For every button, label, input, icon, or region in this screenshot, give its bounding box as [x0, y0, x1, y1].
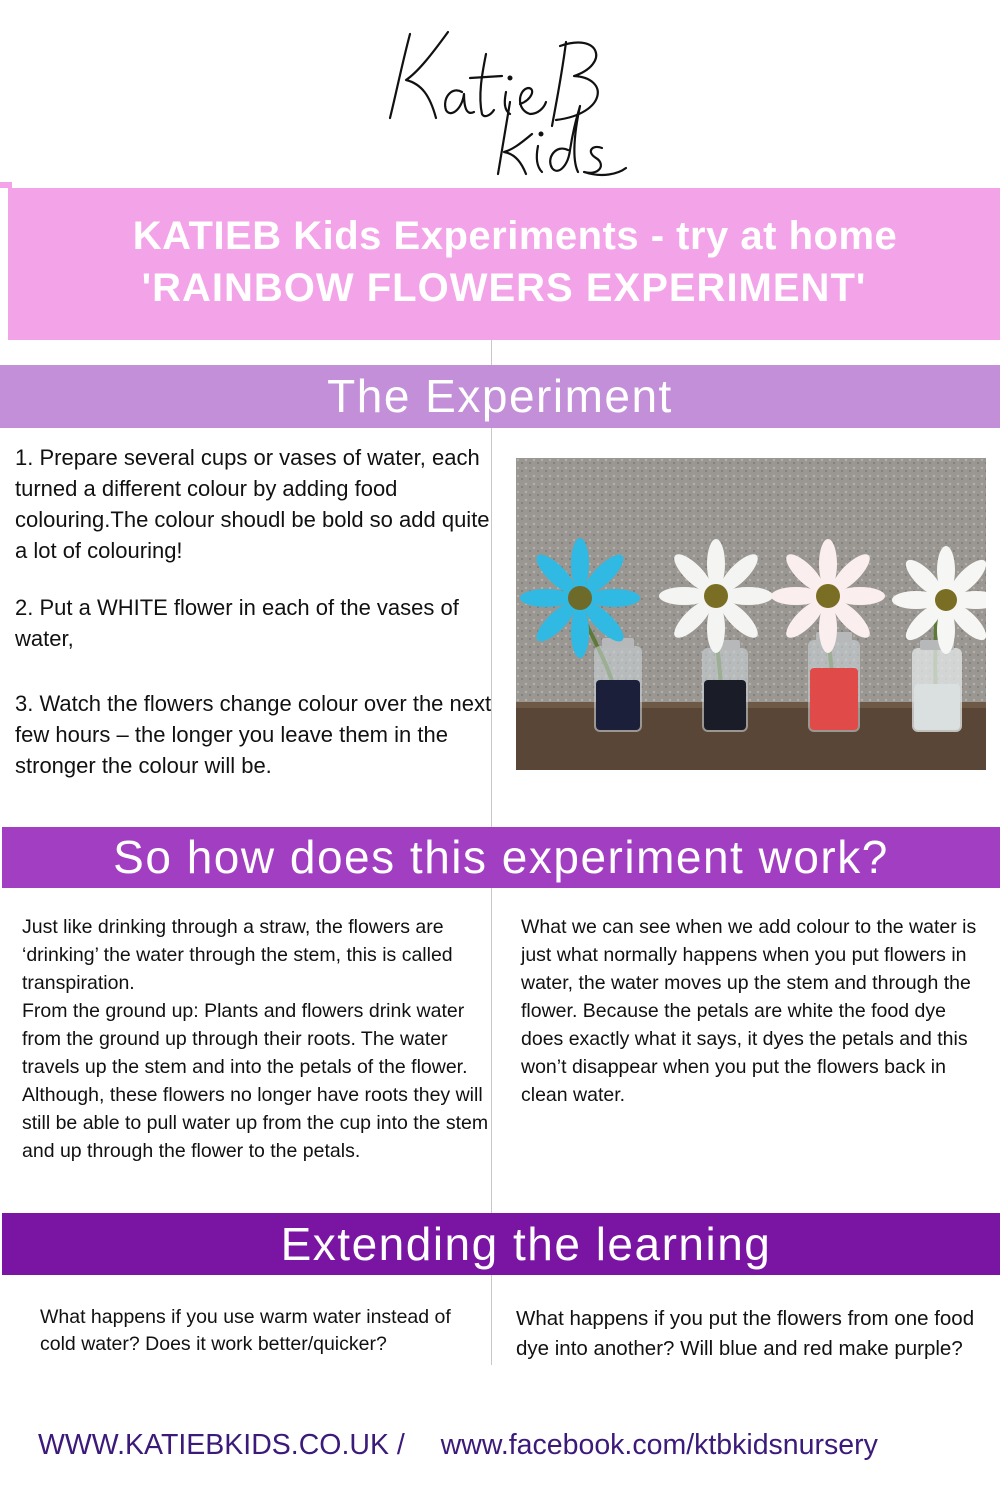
website-link[interactable]: WWW.KATIEBKIDS.CO.UK /: [38, 1429, 405, 1461]
title-banner: [8, 188, 1000, 340]
section-heading-how: So how does this experiment work?: [2, 827, 1000, 888]
step-3-text: 3. Watch the flowers change colour over the next few hours – the longer you leave them in the stronger the colour will be.: [15, 691, 492, 778]
column-divider: [491, 1275, 492, 1365]
title-line-1: KATIEB Kids Experiments - try at home: [132, 214, 898, 258]
how-left-paragraph-2: From the ground up: Plants and flowers drink water from the ground up through their roots. The water travels up the stem and into the petals of the flower. Although, these flowers no longer have roots they will still be able to pull water up from the cup into the stem and up through the flower to the petals.: [22, 1000, 489, 1162]
how-left-paragraph-1: Just like drinking through a straw, the flowers are ‘drinking’ the water through the stem, this is called transpiration.: [22, 916, 453, 994]
step-2-text: 2. Put a WHITE flower in each of the vases of water,: [15, 595, 459, 651]
title-line-2: 'RAINBOW FLOWERS EXPERIMENT': [141, 266, 867, 310]
section-heading-extending: Extending the learning: [2, 1213, 1000, 1275]
flowers-in-vases-photo: [516, 458, 986, 770]
katieb-kids-logo: [0, 14, 1000, 184]
column-divider: [491, 340, 492, 365]
banner-corner-tab: [0, 182, 12, 188]
step-1-text: 1. Prepare several cups or vases of water, each turned a different colour by adding food colouring.The colour shoudl be bold so add quite a lot of colouring!: [15, 445, 490, 563]
experiment-steps: [15, 442, 493, 781]
footer-links: [38, 1429, 988, 1462]
section-heading-experiment: The Experiment: [0, 365, 1000, 428]
katieb-logo-script: [370, 14, 630, 184]
facebook-link[interactable]: www.facebook.com/ktbkidsnursery: [440, 1429, 878, 1461]
how-right-paragraph: What we can see when we add colour to the water is just what normally happens when you put flowers in water, the water moves up the stem and through the flower. Because the petals are white the food dye does exactly what it says, it dyes the petals and this won’t disappear when you put the flowers back in clean water.: [521, 916, 977, 1106]
extending-question-right: What happens if you put the flowers from one food dye into another? Will blue and red make purple?: [516, 1307, 975, 1360]
how-right-column: [521, 913, 981, 1109]
extending-question-left: What happens if you use warm water instead of cold water? Does it work better/quicker?: [40, 1306, 451, 1355]
how-left-column: [22, 913, 492, 1165]
